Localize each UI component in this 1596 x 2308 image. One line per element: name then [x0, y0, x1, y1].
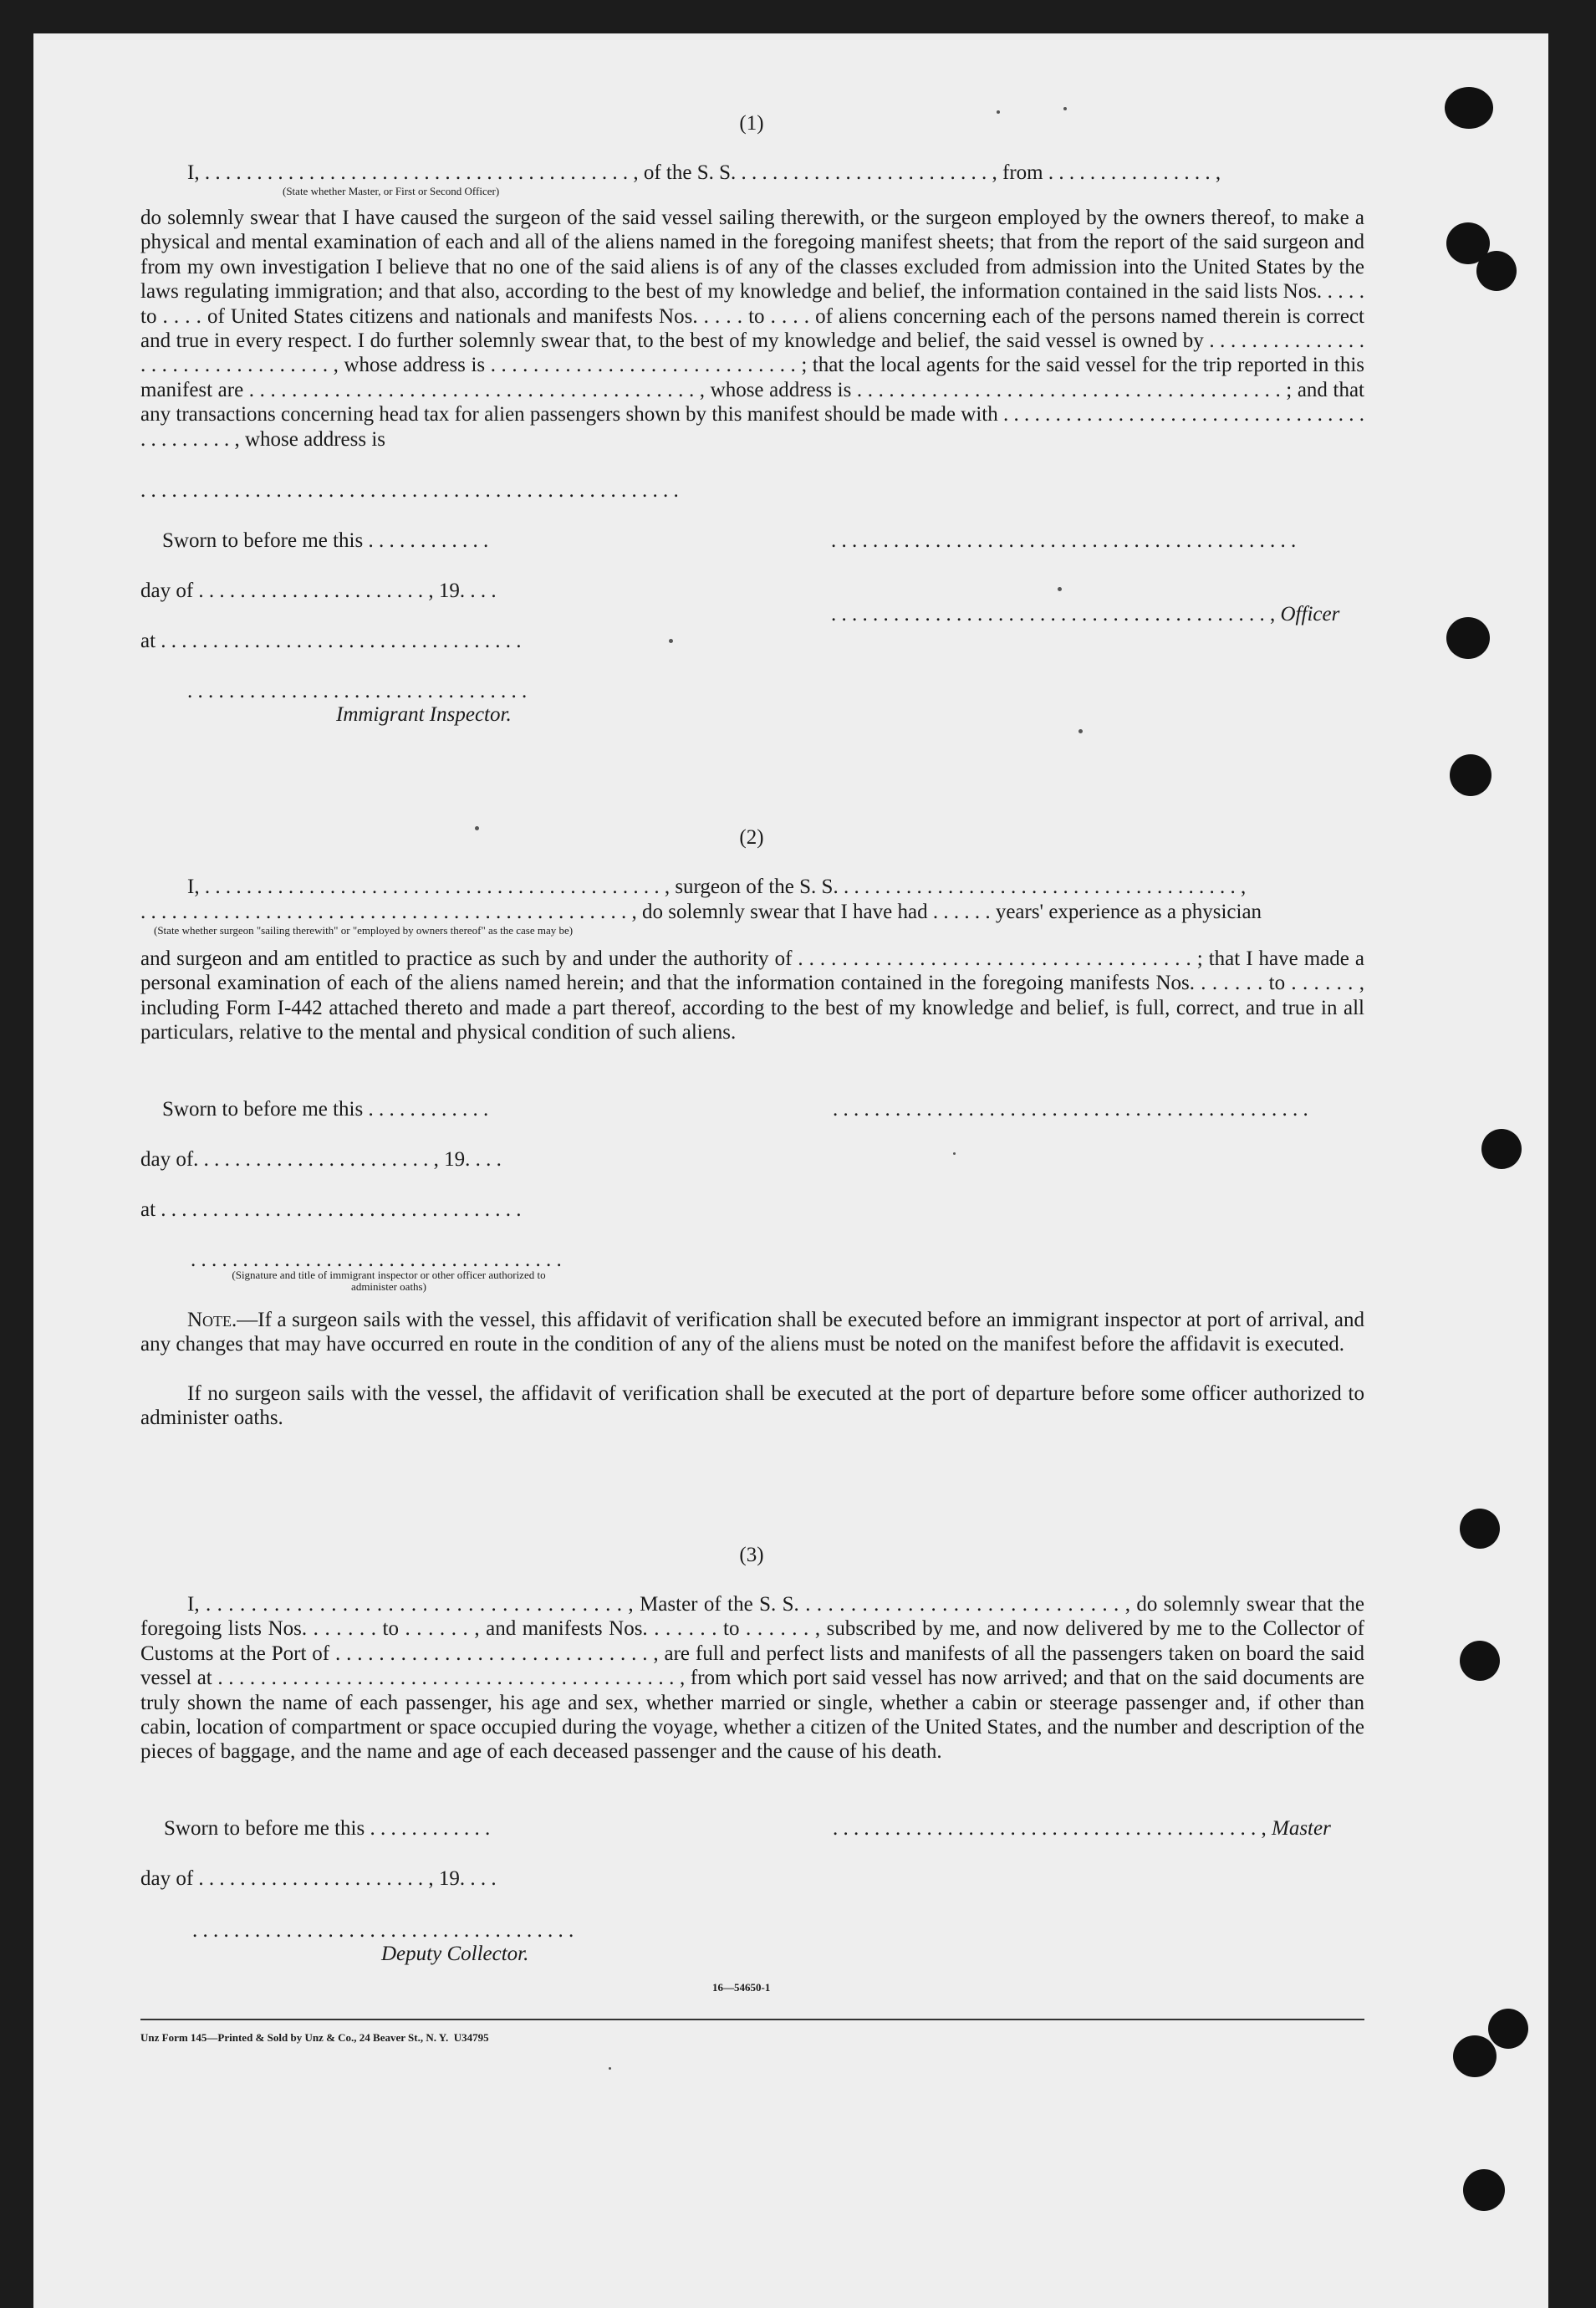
section-1-oath-text: do solemnly swear that I have caused the surgeon of the said vessel sailing therewith, or the surgeon employed by the owners thereof, to make a physical and mental examination of each and all of the aliens named in the foregoing manifest sheets; that from the report of the said surgeon and from my own investigation I believe that no one of the said aliens is of any of the classes excluded from admission into the United States by the laws regulating immigration; and that also, according to the best of my knowledge and belief, the information contained in the said lists Nos. . . . . to . . . . of United States citizens and nationals and manifests Nos. . . . . to . . . . of aliens concerning each of the persons named therein is correct and true in every respect. I do further solemnly swear that, to the best of my knowledge and belief, the said vessel is owned by . . . . . . . . . . . . . . . . . . . . . . . . . . . . . . . . . , whose address is . . . . . . . . . . . . . . . . . . . . . . . . . . . . . ; that the local agents for the said vessel for the trip reported in this manifest are . . . . . . . . . . . . . . . . . . . . . . . . . . . . . . . . . . . . . . . . . . , whose address is . . . . . . . . . . . . . . . . . . . . . . . . . . . . . . . . . . . . . . . . ; and that any transactions concerning head tax for alien passengers shown by this manifest should be made with . . . . . . . . . . . . . . . . . . . . . . . . . . . . . . . . . . . . . . . . . . . . , whose address is	[140, 207, 1364, 451]
section-2-second-line: . . . . . . . . . . . . . . . . . . . . . . . . . . . . . . . . . . . . . . . . . . . . . . . , do solemnly swear that I have had . . . . . . years' experience as a physician	[140, 901, 1262, 923]
note-text: —If a surgeon sails with the vessel, this affidavit of verification shall be executed before an immigrant inspector at port of arrival, and any changes that may have occurred en route in the condition of any of the aliens must be noted on the manifest before the affidavit is executed.	[140, 1309, 1364, 1356]
punch-hole	[1488, 2009, 1528, 2049]
section-2-first-line: I, . . . . . . . . . . . . . . . . . . . . . . . . . . . . . . . . . . . . . . . . . . . . , surgeon of the S. S. . . . . . . . . . . . . . . . . . . . . . . . . . . . . . . . . . . . . . . ,	[187, 876, 1247, 898]
section-3-master-line	[833, 1816, 1331, 1841]
section-3-number: (3)	[739, 1544, 764, 1566]
section-1-at-line: at . . . . . . . . . . . . . . . . . . . . . . . . . . . . . . . . . . .	[140, 630, 522, 652]
note-label: Note.	[187, 1309, 237, 1331]
scan-speck	[475, 826, 479, 830]
section-1-title-note: (State whether Master, or First or Second Officer)	[283, 185, 500, 197]
section-3-sworn-line: Sworn to before me this . . . . . . . . . . . .	[164, 1817, 491, 1840]
officer-label: Officer	[1280, 603, 1340, 626]
section-1-trailing-dots: . . . . . . . . . . . . . . . . . . . . . . . . . . . . . . . . . . . . . . . . . . . . . . . . . . . .	[140, 479, 679, 502]
master-label: Master	[1272, 1817, 1331, 1840]
section-2-sworn-line: Sworn to before me this . . . . . . . . . . . .	[162, 1098, 489, 1121]
punch-hole	[1481, 1129, 1522, 1169]
section-2-signature-note: (Signature and title of immigrant inspector or other officer authorized to administer oaths)	[232, 1269, 546, 1293]
footer-rule	[140, 2019, 1364, 2020]
section-1-signature-dots: . . . . . . . . . . . . . . . . . . . . . . . . . . . . . . . . . . . . . . . . . . . . .	[831, 529, 1297, 552]
section-1-sworn-line: Sworn to before me this . . . . . . . . . . . .	[162, 529, 489, 552]
section-2-surgeon-note: (State whether surgeon "sailing therewith" or "employed by owners thereof" as the case may be)	[154, 924, 574, 937]
section-1-inspector-signature: . . . . . . . . . . . . . . . . . . . . . . . . . . . . . . . . .	[187, 680, 528, 702]
section-2-note-paragraph	[140, 1308, 1364, 1357]
section-2-at-line: at . . . . . . . . . . . . . . . . . . . . . . . . . . . . . . . . . . .	[140, 1198, 522, 1221]
punch-hole	[1463, 2169, 1505, 2211]
section-2-number: (2)	[739, 826, 764, 849]
section-1-officer-line	[831, 602, 1339, 627]
section-3-day-line: day of . . . . . . . . . . . . . . . . . . . . . . , 19. . . .	[140, 1867, 497, 1890]
deputy-collector-label: Deputy Collector.	[381, 1943, 529, 1965]
section-1-number: (1)	[739, 112, 764, 135]
section-2-oath-text: and surgeon and am entitled to practice as such by and under the authority of . . . . . . . . . . . . . . . . . . . . . . . . . . . . . . . . . . . . ; that I have made a personal examination of each of the aliens named herein; and that the information contained in the foregoing manifests Nos. . . . . . . to . . . . . . , including Form I-442 attached thereto and made a part thereof, according to the best of my knowledge and belief, is full, correct, and true in all particulars, relative to the mental and physical condition of such aliens.	[140, 947, 1364, 1044]
punch-hole	[1460, 1641, 1500, 1681]
punch-hole	[1460, 1509, 1500, 1549]
printer-credit: Unz Form 145—Printed & Sold by Unz & Co., 24 Beaver St., N. Y. U34795	[140, 2031, 489, 2044]
scan-speck	[669, 639, 673, 643]
punch-hole	[1446, 617, 1490, 659]
section-2-signature-line: . . . . . . . . . . . . . . . . . . . . . . . . . . . . . . . . . . . .	[191, 1248, 562, 1271]
section-3-oath-text: I, . . . . . . . . . . . . . . . . . . . . . . . . . . . . . . . . . . . . . , Master of the S. S. . . . . . . . . . . . . . . . . . . . . . . . . . . . . , do solemnly swear that the foregoing lists Nos. . . . . . . to . . . . . . , and manifests Nos. . . . . . . to . . . . . . , subscribed by me, and now delivered by me to the Collector of Customs at the Port of . . . . . . . . . . . . . . . . . . . . . . . . . . . . . , are full and perfect lists and manifests of all the passengers taken on board the said vessel at . . . . . . . . . . . . . . . . . . . . . . . . . . . . . . . . . . . . . . . . . . . , from which port said vessel has now arrived; and that on the said documents are truly shown the name of each passenger, his age and sex, whether married or single, whether a cabin or steerage passenger and, if other than cabin, location of compartment or space occupied during the voyage, whether a citizen of the United States, and the number and description of the pieces of baggage, and the name and age of each deceased passenger and the cause of his death.	[140, 1593, 1364, 1764]
scan-speck	[953, 1152, 956, 1155]
officer-dots: . . . . . . . . . . . . . . . . . . . . . . . . . . . . . . . . . . . . . . . . . . ,	[831, 603, 1281, 626]
punch-hole	[1445, 87, 1493, 129]
immigrant-inspector-label: Immigrant Inspector.	[336, 703, 512, 726]
master-dots: . . . . . . . . . . . . . . . . . . . . . . . . . . . . . . . . . . . . . . . . . ,	[833, 1817, 1272, 1840]
scan-speck	[609, 2067, 611, 2070]
section-1-day-line: day of . . . . . . . . . . . . . . . . . . . . . . , 19. . . .	[140, 580, 497, 602]
punch-hole	[1476, 251, 1517, 291]
scan-speck	[1078, 729, 1083, 733]
scan-speck	[1063, 107, 1067, 110]
section-2-note-paragraph-2: If no surgeon sails with the vessel, the affidavit of verification shall be executed at the port of departure before some officer authorized to administer oaths.	[140, 1382, 1364, 1430]
section-3-signature-line: . . . . . . . . . . . . . . . . . . . . . . . . . . . . . . . . . . . . .	[192, 1919, 574, 1942]
punch-hole	[1450, 754, 1491, 796]
section-2-signature-dots: . . . . . . . . . . . . . . . . . . . . . . . . . . . . . . . . . . . . . . . . . . . . . .	[833, 1098, 1308, 1121]
punch-hole	[1453, 2035, 1497, 2077]
scan-speck	[997, 110, 1000, 114]
scan-speck	[1058, 587, 1062, 591]
section-2-day-line: day of. . . . . . . . . . . . . . . . . . . . . . . , 19. . . .	[140, 1148, 502, 1171]
section-1-first-line: I, . . . . . . . . . . . . . . . . . . . . . . . . . . . . . . . . . . . . . . . . . , of the S. S. . . . . . . . . . . . . . . . . . . . . . . . . , from . . . . . . . . . . . . . . . . ,	[187, 161, 1221, 184]
form-code: 16—54650-1	[712, 1981, 771, 1994]
